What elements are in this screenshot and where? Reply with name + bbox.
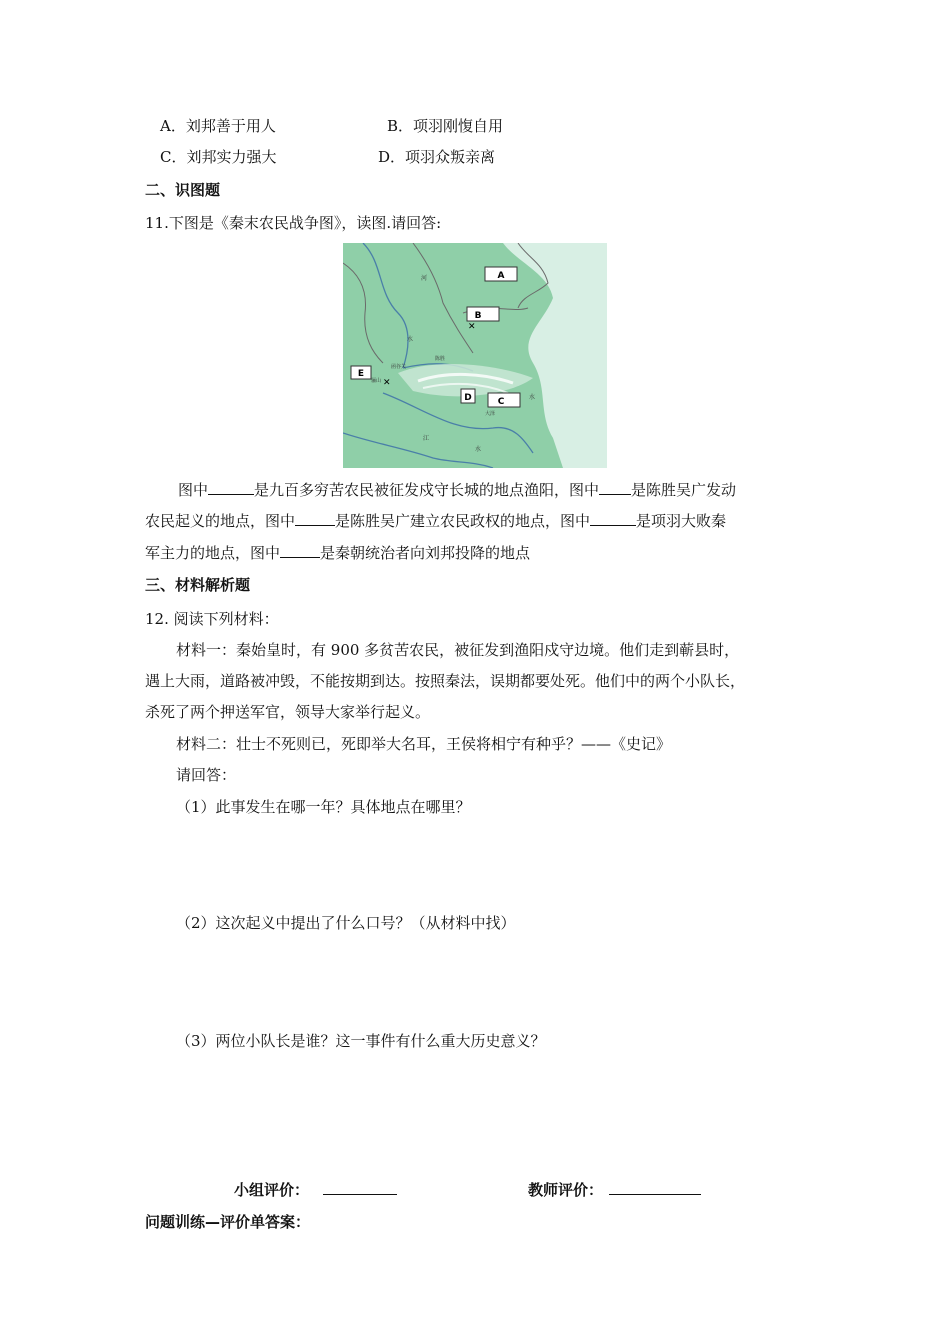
question-12: 12. 阅读下列材料： (145, 610, 279, 628)
map-river-jiang: 江 (423, 435, 430, 442)
material-1-line-1: 材料一：秦始皇时，有 900 多贫苦农民，被征发到渔阳戍守边境。他们走到蕲县时， (176, 641, 740, 659)
blank-1[interactable] (208, 480, 254, 495)
map-box-b (467, 307, 499, 321)
group-evaluation (234, 1180, 397, 1200)
material-1-line-2: 遇上大雨，道路被冲毁，不能按期到达。按照秦法，误期都要处死。他们中的两个小队长， (145, 672, 746, 690)
blank-3[interactable] (295, 511, 335, 526)
map-place-2: 大泽 (485, 411, 496, 417)
map-label-e: E (357, 369, 365, 379)
choice-d: D．项羽众叛亲离 (378, 148, 496, 166)
material-1-line-3: 杀死了两个押送军官，领导大家举行起义。 (145, 703, 431, 721)
fill-line-2 (145, 511, 726, 531)
map-label-c: C (497, 397, 505, 407)
teacher-evaluation (528, 1180, 701, 1200)
question-11: 11.下图是《秦末农民战争图》，读图.请回答: (145, 214, 442, 232)
fill-text: 图中 (178, 481, 209, 499)
map-place-lishan: 骊山 (371, 378, 382, 384)
map-label-a: A (497, 271, 505, 281)
group-evaluation-label: 小组评价： (234, 1181, 310, 1199)
section3-heading: 三、材料解析题 (145, 576, 251, 594)
sub-question-2: （2）这次起义中提出了什么口号？（从材料中找） (176, 914, 516, 932)
blank-2[interactable] (599, 480, 631, 495)
map-label-b: B (474, 311, 482, 321)
choice-a: A．刘邦善于用人 (160, 117, 276, 135)
teacher-evaluation-label: 教师评价： (528, 1181, 604, 1199)
fill-text: 是陈胜吴广发动 (631, 481, 737, 499)
sub-question-3: （3）两位小队长是谁？这一事件有什么重大历史意义？ (176, 1032, 546, 1050)
map-cross-e: ✕ (383, 378, 391, 388)
fill-text: 是九百多穷苦农民被征发戍守长城的地点渔阳，图中 (254, 481, 600, 499)
map-label-d: D (464, 393, 472, 403)
material-2: 材料二：壮士不死则已，死即举大名耳，王侯将相宁有种乎？——《史记》 (176, 735, 672, 753)
fill-text: 是项羽大败秦 (636, 512, 727, 530)
map-place-1: 陈胜 (435, 356, 446, 362)
map-river-shui-3: 水 (475, 446, 482, 453)
blank-4[interactable] (590, 511, 636, 526)
ask-label: 请回答： (176, 766, 237, 784)
section2-heading: 二、识图题 (145, 181, 221, 199)
blank-5[interactable] (280, 543, 320, 558)
map-place-hangu: 函谷关 (391, 364, 407, 370)
fill-text: 是秦朝统治者向刘邦投降的地点 (320, 544, 531, 562)
choice-c: C．刘邦实力强大 (160, 148, 277, 166)
map-river-shui-2: 水 (529, 394, 536, 401)
fill-text: 农民起义的地点，图中 (145, 512, 296, 530)
fill-text: 是陈胜吴广建立农民政权的地点，图中 (335, 512, 591, 530)
fill-text: 军主力的地点，图中 (145, 544, 281, 562)
fill-line-1 (178, 480, 736, 500)
group-evaluation-blank[interactable] (323, 1180, 397, 1195)
fill-line-3 (145, 543, 530, 563)
map-river-shui-1: 水 (407, 336, 414, 343)
map-river-he: 河 (421, 275, 428, 282)
sub-question-1: （1）此事发生在哪一年？具体地点在哪里？ (176, 798, 471, 816)
qin-peasant-war-map (343, 243, 607, 468)
teacher-evaluation-blank[interactable] (609, 1180, 701, 1195)
map-cross-b: ✕ (468, 322, 476, 332)
choice-b: B．项羽刚愎自用 (387, 117, 504, 135)
answers-title: 问题训练—评价单答案： (145, 1213, 311, 1231)
